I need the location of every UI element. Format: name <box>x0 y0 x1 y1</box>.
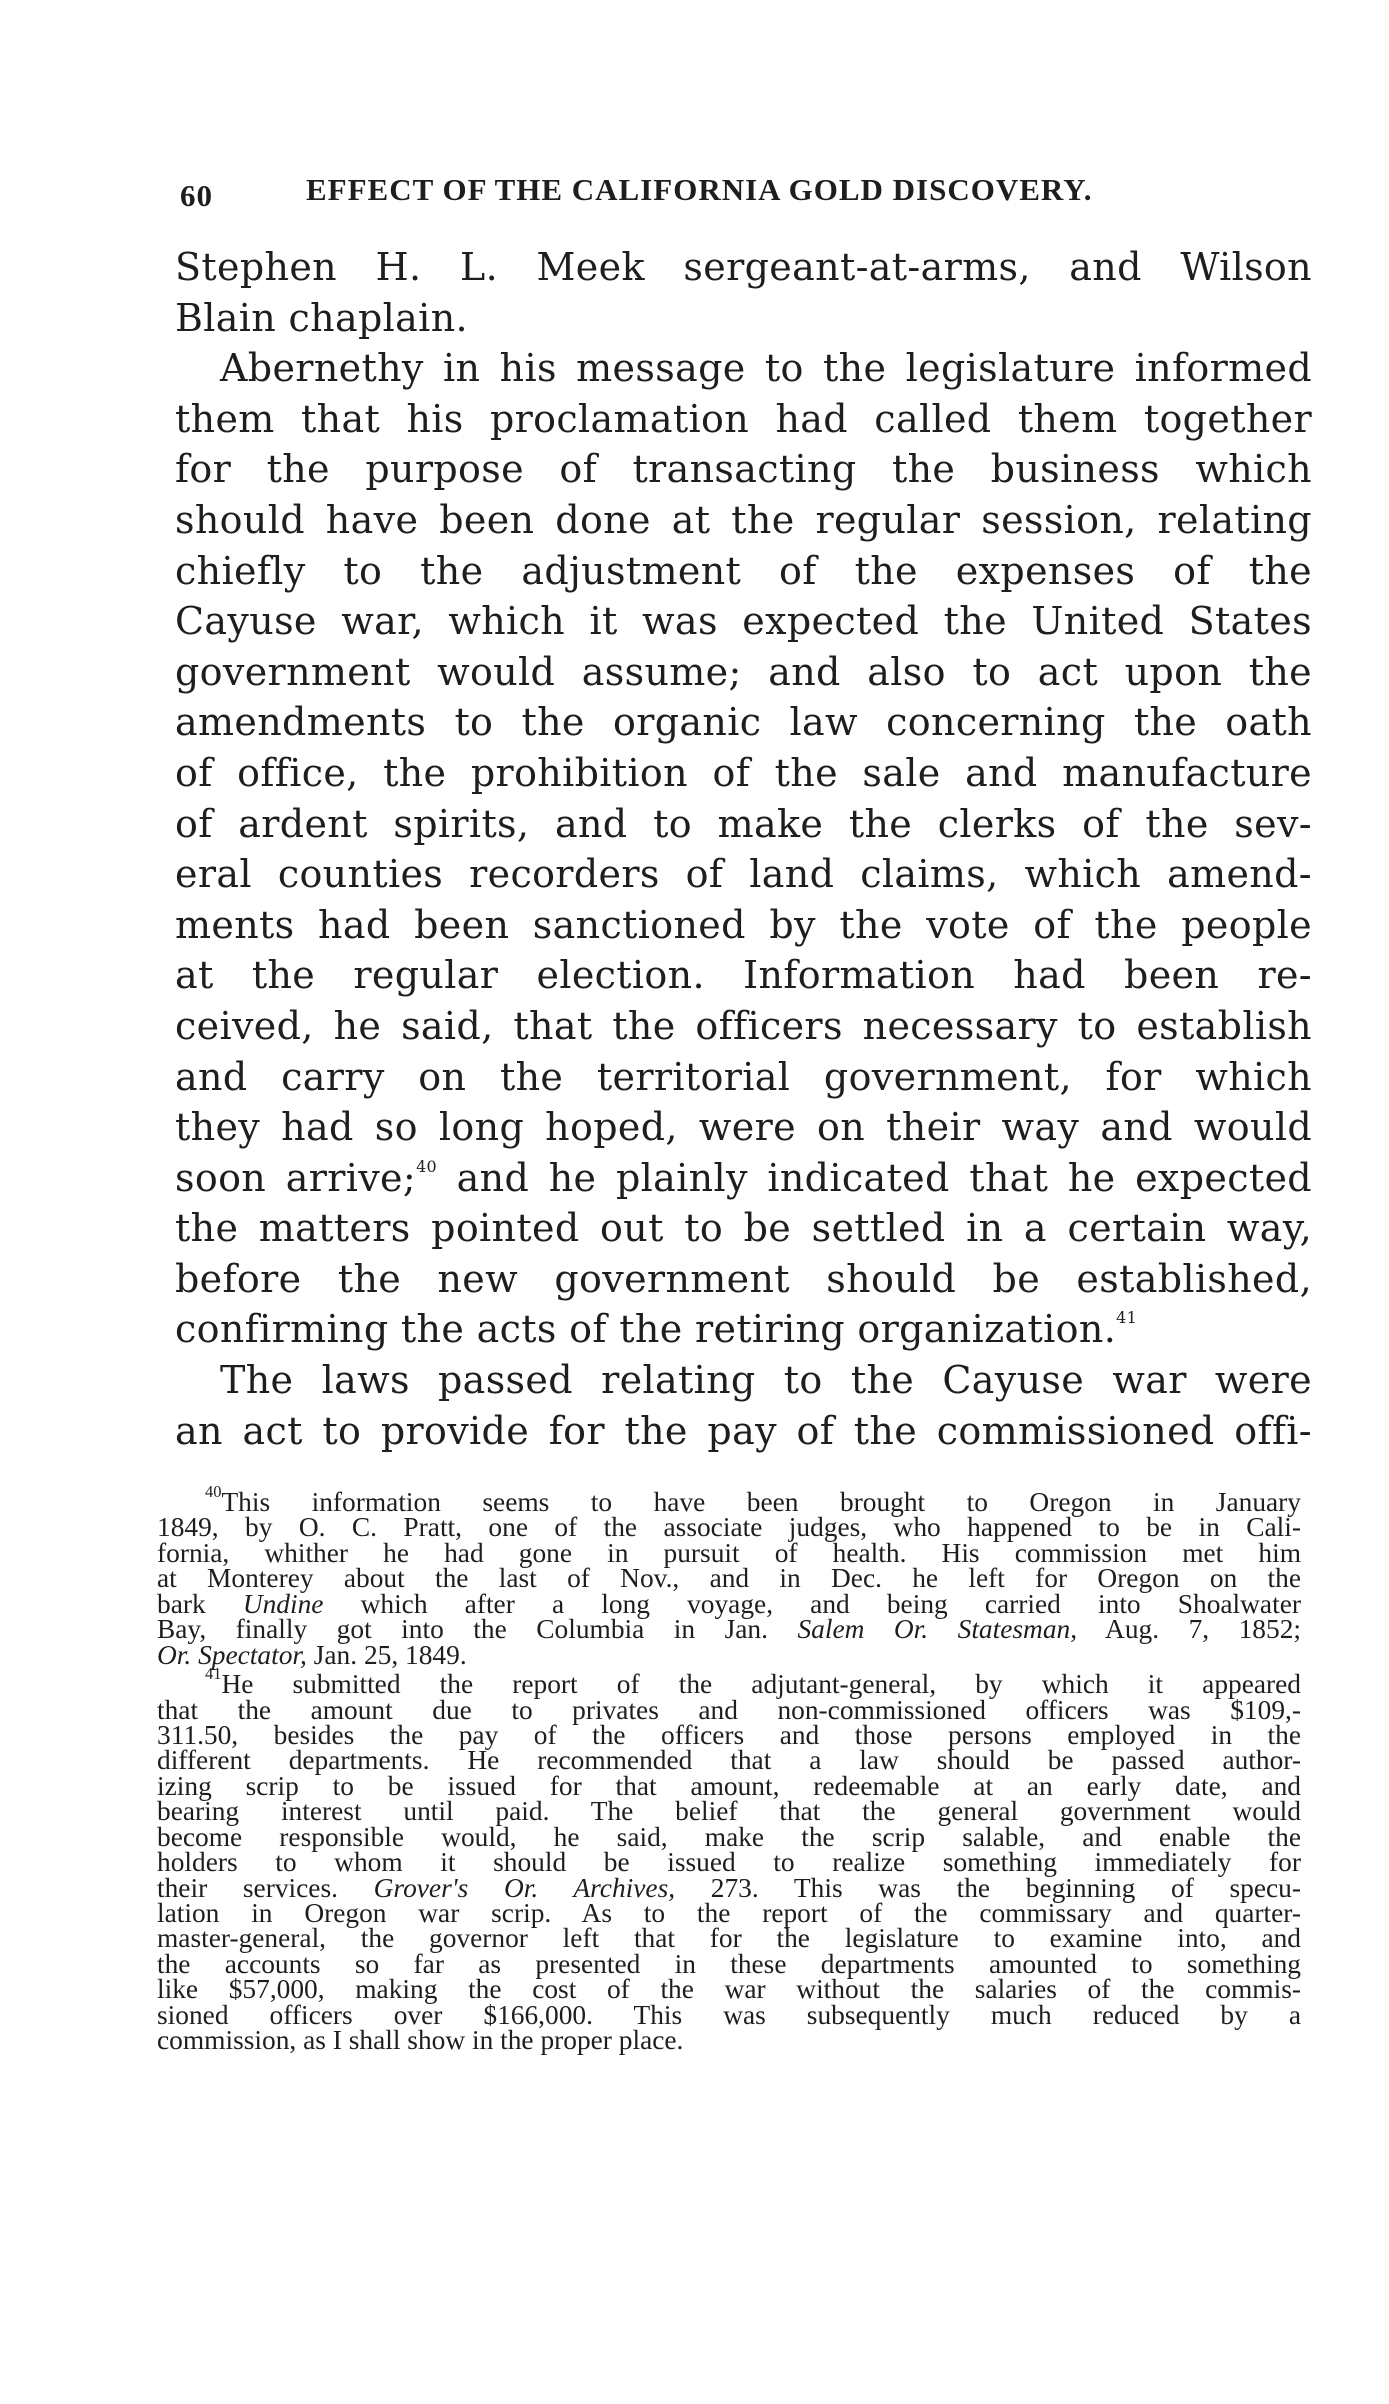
text-line: eral counties recorders of land claims, which amend- <box>175 852 1312 897</box>
text-line: The laws passed relating to the Cayuse war were <box>220 1358 1312 1403</box>
footnote-ref-40[interactable]: 40 <box>416 1156 438 1176</box>
text-line: Abernethy in his message to the legislature informed <box>220 346 1312 391</box>
running-title: EFFECT OF THE CALIFORNIA GOLD DISCOVERY. <box>306 172 1093 207</box>
text-line: Cayuse war, which it was expected the United States <box>175 599 1312 644</box>
text-line: Stephen H. L. Meek sergeant-at-arms, and Wilson <box>175 245 1312 289</box>
main-text <box>175 242 1312 1456</box>
text-line: chiefly to the adjustment of the expenses of the <box>175 548 1312 593</box>
footnote-marker: 40 <box>205 1482 222 1502</box>
ship-name: Undine <box>242 1588 324 1619</box>
text-line: at the regular election. Information had been re- <box>175 953 1312 998</box>
footnote-marker: 41 <box>205 1664 222 1684</box>
footnote-40: $^{40}$This information seems to have been brought to Oregon in January 1849, by O. C. Pratt, one of the associate judges, who happened to be in Cali- fornia, whither he had gone in pursuit of health. His commission met him at Monterey about the last of Nov., and in Dec. he left for Oregon on the bark Undine which after a long voyage, and being carried into Shoalwater Bay, finally got into the Columbia in Jan. Salem Or. Statesman, Aug. 7, 1852; Or. Spectator, Jan. 25, 1849. <box>157 1482 1302 1670</box>
text-line: they had so long hoped, were on their way and would <box>175 1105 1312 1150</box>
text-line: an act to provide for the pay of the commissioned offi- <box>175 1408 1312 1453</box>
text-line: Blain chaplain. <box>175 295 468 340</box>
text-line: the matters pointed out to be settled in a certain way, <box>175 1206 1312 1251</box>
text-line: confirming the acts of the retiring organization.$^{41}$ <box>175 1307 1138 1352</box>
page-number: 60 <box>180 178 213 213</box>
footnote-41: $^{41}$He submitted the report of the adjutant-general, by which it appeared that the amount due to privates and non-commissioned officers was $109,- 311.50, besides the pay of the officers and those persons employed in the different departments. He recommended that a law should be passed author- izing scrip to be issued for that amount, redeemable at an early date, and bearing interest until paid. The belief that the general government would become responsible would, he said, make the scrip salable, and enable the holders to whom it should be issued to realize something immediately for their services. Grover's Or. Archives, 273. This was the beginning of specu- lation in Oregon war scrip. As to the report of the commissary and quarter- master-general, the governor left that for the legislature to examine into, and the accounts so far as presented in these departments amounted to something like $57,000, making the cost of the war without the salaries of the commis- sioned officers over $166,000. This was subsequently much reduced by a commission, as I shall show in the proper place. <box>157 1664 1301 2056</box>
text-line: amendments to the organic law concerning the oath <box>175 700 1312 745</box>
citation-title: Grover's Or. Archives, <box>373 1872 676 1903</box>
text-line: and carry on the territorial government, for which <box>175 1054 1312 1099</box>
running-header <box>180 168 1180 220</box>
footnote-ref-41[interactable]: 41 <box>1116 1308 1138 1328</box>
text-line: ments had been sanctioned by the vote of the people <box>175 902 1312 947</box>
text-line: of ardent spirits, and to make the clerks of the sev- <box>175 801 1312 846</box>
citation-title: Salem Or. Statesman, <box>797 1614 1078 1645</box>
citation-title: Or. Spectator, <box>157 1639 307 1670</box>
text-line: before the new government should be established, <box>175 1256 1312 1301</box>
text-line: government would assume; and also to act upon the <box>175 649 1312 694</box>
text-line: soon arrive;$^{40}$ and he plainly indicated that he expected <box>175 1155 1312 1200</box>
text-line: for the purpose of transacting the business which <box>175 447 1312 492</box>
text-line: of office, the prohibition of the sale and manufacture <box>175 750 1312 795</box>
footnotes <box>157 1482 1302 2056</box>
text-line: them that his proclamation had called them together <box>175 396 1312 441</box>
text-line: ceived, he said, that the officers necessary to establish <box>175 1003 1312 1048</box>
text-line: should have been done at the regular session, relating <box>175 497 1312 542</box>
